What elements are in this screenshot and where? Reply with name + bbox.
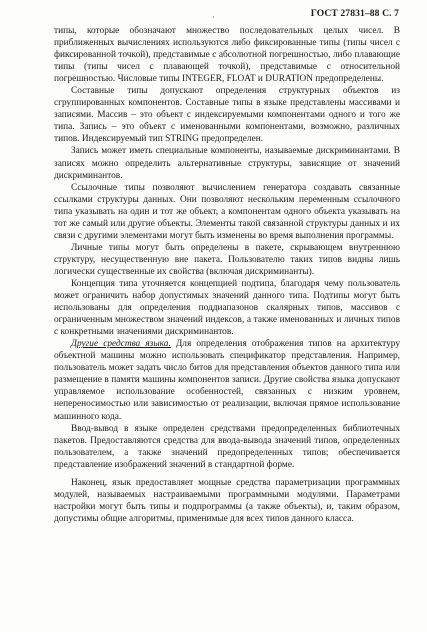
- paragraph-other-features: [54, 338, 400, 422]
- paragraph-discriminants: Запись может иметь специальные компоненты, называемые дискриминантами. В записях можно определить альтернативные структуры, зависящие от значений дискриминантов.: [54, 146, 400, 181]
- paragraph-generics: Наконец, язык предоставляет мощные средства параметризации программных модулей, называемых настраиваемыми программными модулями. Параметрами настройки могут быть типы и подпрограммы (а также объекты), и, таким образом, допустимы общие алгоритмы, применимые для всех типов данного класса.: [54, 477, 400, 524]
- paragraph-access-types: Ссылочные типы позволяют вычислением генератора создавать связанные ссылками структуры данных. Они позволяют нескольким переменным ссылочного типа указывать на один и тот же объект, а компонентам одного объекта указывать на тот же самый или другие объекты. Элементы такой связанной структуры данных и их связи с другими элементами могут быть изменены во время выполнения программы.: [54, 182, 400, 241]
- page-dot-mark: ·: [212, 13, 215, 22]
- section-lead-other-features: Другие средства языка.: [71, 339, 171, 350]
- page-header: ГОСТ 27831–88 С. 7: [310, 8, 399, 19]
- paragraph-input-output: Ввод-вывод в языке определен средствами предопределенных библиотечных пакетов. Предоставляются средства для ввода-вывода значений типов, определенных пользователем, а также значений предопределенных типов; обеспечивается представление изображений значений в стандартной форме.: [54, 423, 400, 470]
- body-text: [54, 25, 400, 525]
- paragraph-composite-types: Составные типы допускают определения структурных объектов из сгруппированных компонентов. Составные типы в языке представлены массивами и записями. Массив – это объект с индексируемыми компонентами одного и того же типа. Запись – это объект с именованными компонентами, возможно, различных типов. Индексируемый тип STRING предопределен.: [54, 86, 400, 145]
- paragraph-numeric-types: типы, которые обозначают множество последовательных целых чисел. В приближенных вычислениях используются либо фиксированные типы (типы чисел с фиксированной точкой), представимые с абсолютной погрешностью, либо плавающие типы (типы чисел с плавающей точкой), представимые с относительной погрешностью. Числовые типы INTEGER, FLOAT и DURATION предопределены.: [54, 26, 400, 85]
- paragraph-private-types: Личные типы могут быть определены в пакете, скрывающем внутреннюю структуру, несущественную вне пакета. Пользователю таких типов видны лишь логически существенные их свойства (включая дискриминанты).: [54, 242, 400, 277]
- paragraph-other-features-text: Для определения отображения типов на архитектуру объектной машины можно использовать спецификатор представления. Например, пользователь может задать число битов для представления объектов данного типа или размещение в памяти машины компонентов записи. Другие свойства языка допускают управляемое использование особенностей, связанных с низким уровнем, непереносимостью или зависимостью от реализации, включая прямое использование машинного кода.: [54, 339, 400, 422]
- paragraph-subtypes: Концепция типа уточняется концепцией подтипа, благодаря чему пользователь может ограничить набор допустимых значений данного типа. Подтипы могут быть использованы для определения поддиапазонов скалярных типов, массивов с ограниченным множеством значений индексов, а также именованных и личных типов с конкретными значениями дискриминантов.: [54, 278, 400, 338]
